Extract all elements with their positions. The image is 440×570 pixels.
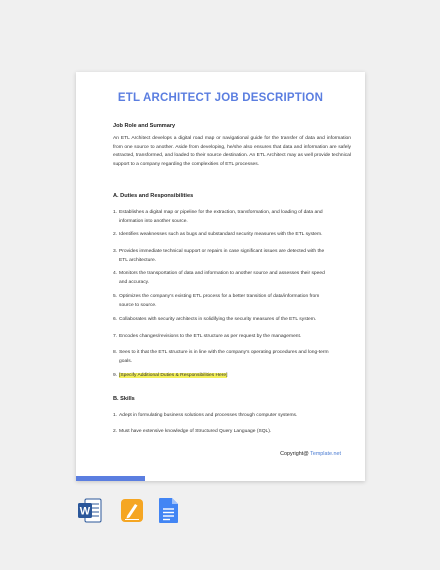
skills-heading: B. Skills: [113, 396, 135, 402]
pages-icon[interactable]: [120, 497, 142, 524]
duties-heading: A. Duties and Responsibilities: [113, 193, 194, 199]
skill-item-1: 1. Adept in formulating business solutions and processes through computer systems.: [113, 413, 298, 418]
template-link[interactable]: Template.net: [310, 451, 341, 457]
skill-item-2: 2. Must have extensive knowledge of Structured Query Language (SQL).: [113, 429, 272, 434]
copyright-footer: Copyright@ Template.net: [280, 451, 341, 457]
summary-paragraph: An ETL Architect develops a digital road map or navigational guide for the transfer of data and information from one source to another. Aside from developing, he/she also ensures that data and information are safely extracted, transformed, and loaded to their source destination. An ETL Architect may as well provide technical support to a company regarding the complexities of ETL processes.: [113, 136, 351, 167]
accent-bar: [76, 476, 145, 481]
duty-item-5: 5. Optimizes the company’s existing ETL process for a better transition of data/information from source to source.: [113, 294, 320, 308]
duty-item-1: 1. Establishes a digital map or pipeline for the extraction, transformation, and loading of data and information into another source.: [113, 210, 323, 224]
document-page: [76, 72, 365, 481]
duty-item-4: 4. Monitors the transportation of data and information to another source and assesses their speed and accuracy.: [113, 271, 325, 285]
word-icon[interactable]: [78, 497, 100, 524]
role-heading: Job Role and Summary: [113, 123, 176, 129]
duty-item-6: 6. Collaborates with security architects in solidifying the security measures of the ETL system.: [113, 317, 317, 322]
duty-item-2: 2. Identifies weaknesses such as bugs and substandard security measures with the ETL system.: [113, 232, 323, 237]
svg-text:W: W: [79, 505, 91, 518]
doc-title: ETL ARCHITECT JOB DESCRIPTION: [117, 92, 324, 104]
placeholder-highlight: [Specify Additional Duties & Responsibilities Here]: [119, 373, 228, 378]
duty-item-9: 9. [Specify Additional Duties & Responsibilities Here]: [113, 373, 228, 378]
duty-item-8: 8. Sees to it that the ETL structure is in line with the company’s operating procedures and long-term goals.: [113, 350, 329, 364]
duty-item-7: 7. Encodes changes/revisions to the ETL structure as per request by the management.: [113, 334, 302, 339]
google-docs-icon[interactable]: [158, 497, 180, 524]
duty-item-3: 3. Provides immediate technical support or repairs in case significant issues are detected with the ETL architecture.: [113, 249, 325, 263]
